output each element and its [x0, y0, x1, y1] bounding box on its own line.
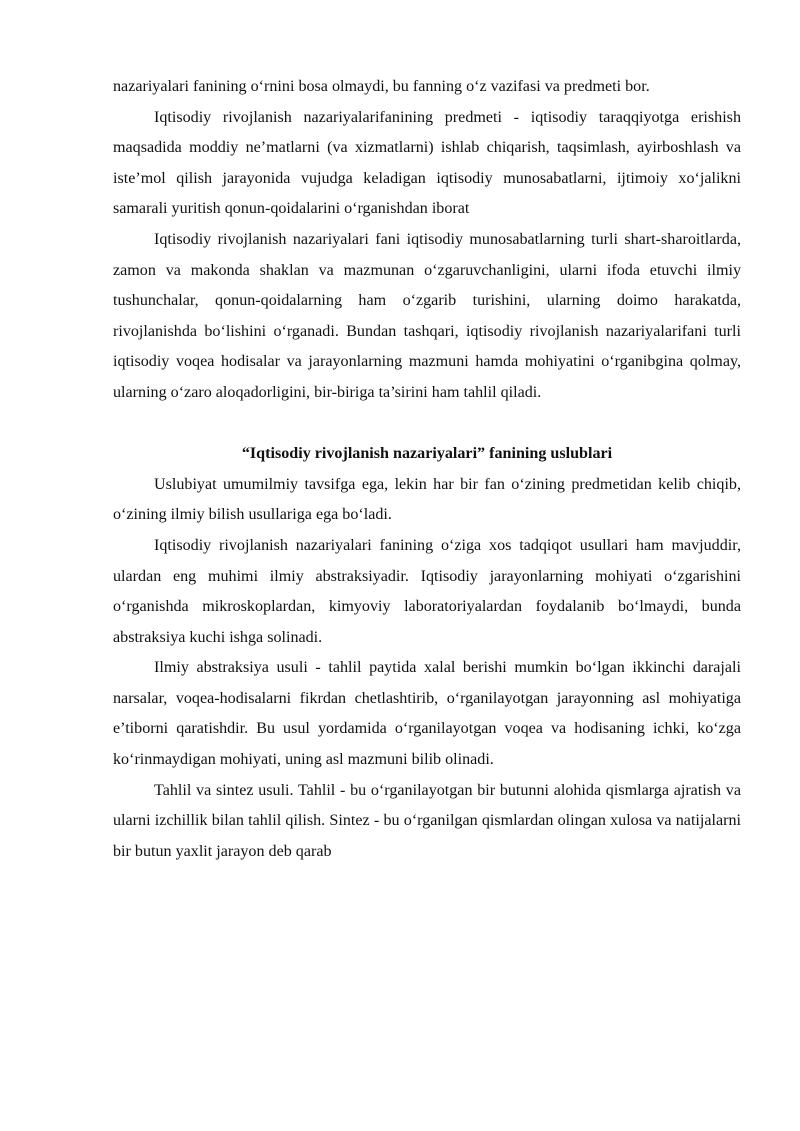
paragraph-subject-scope: Iqtisodiy rivojlanish nazariyalari fani iqtisodiy munosabatlarning turli shart-sharoitlarda, zamon va makonda shaklan va mazmunan o‘zgaruvchanligini, ularni ifoda etuvchi ilmiy tushunchalar, qonun-qoidalarning ham o‘zgarib turishini, ularning doimo harakatda, rivojlanishda bo‘lishini o‘rganadi. Bundan tashqari, iqtisodiy rivojlanish nazariyalarifani turli iqtisodiy voqea hodisalar va jarayonlarning mazmuni hamda mohiyatini o‘rganibgina qolmay, ularning o‘zaro aloqadorligini, bir-biriga ta’sirini ham tahlil qiladi. — [113, 230, 741, 401]
section-heading: “Iqtisodiy rivojlanish nazariyalari” fanining uslublari — [241, 445, 613, 463]
paragraph-subject-definition: Iqtisodiy rivojlanish nazariyalarifanining predmeti - iqtisodiy taraqqiyotga erishish maqsadida moddiy ne’matlarni (va xizmatlarni) ishlab chiqarish, taqsimlash, ayirboshlash va iste’mol qilish jarayonida vujudga keladigan iqtisodiy munosabatlarni, ijtimoiy xo‘jalikni samarali yuritish qonun-qoidalarini o‘rganishdan iborat — [113, 108, 741, 218]
paragraph-analysis-synthesis: Tahlil va sintez usuli. Tahlil - bu o‘rganilayotgan bir butunni alohida qismlarga ajratish va ularni izchillik bilan tahlil qilish. Sintez - bu o‘rganilgan qismlardan olingan xulosa va natijalarni bir butun yaxlit jarayon deb qarab — [113, 781, 741, 860]
paragraph-abstraction-method: Ilmiy abstraksiya usuli - tahlil paytida xalal berishi mumkin bo‘lgan ikkinchi darajali narsalar, voqea-hodisalarni fikrdan chetlashtirib, o‘rganilayotgan jarayonning asl mohiyatiga e’tiborni qaratishdir. Bu usul yordamida o‘rganilayotgan voqea va hodisaning ichki, ko‘zga ko‘rinmaydigan mohiyati, uning asl mazmuni bilib olinadi. — [113, 659, 741, 769]
blank-line — [113, 409, 741, 440]
document-page — [113, 72, 741, 867]
paragraph-continuation: nazariyalari fanining o‘rnini bosa olmaydi, bu fanning o‘z vazifasi va predmeti bor. — [113, 78, 650, 95]
paragraph-methodology: Uslubiyat umumilmiy tavsifga ega, lekin har bir fan o‘zining predmetidan kelib chiqib, o‘zining ilmiy bilish usullariga ega bo‘ladi. — [113, 475, 741, 524]
paragraph-research-methods: Iqtisodiy rivojlanish nazariyalari fanining o‘ziga xos tadqiqot usullari ham mavjuddir, ulardan eng muhimi ilmiy abstraksiyadir. Iqtisodiy jarayonlarning mohiyati o‘zgarishini o‘rganishda mikroskoplardan, kimyoviy laboratoriyalardan foydalanib bo‘lmaydi, bunda abstraksiya kuchi ishga solinadi. — [113, 536, 741, 646]
